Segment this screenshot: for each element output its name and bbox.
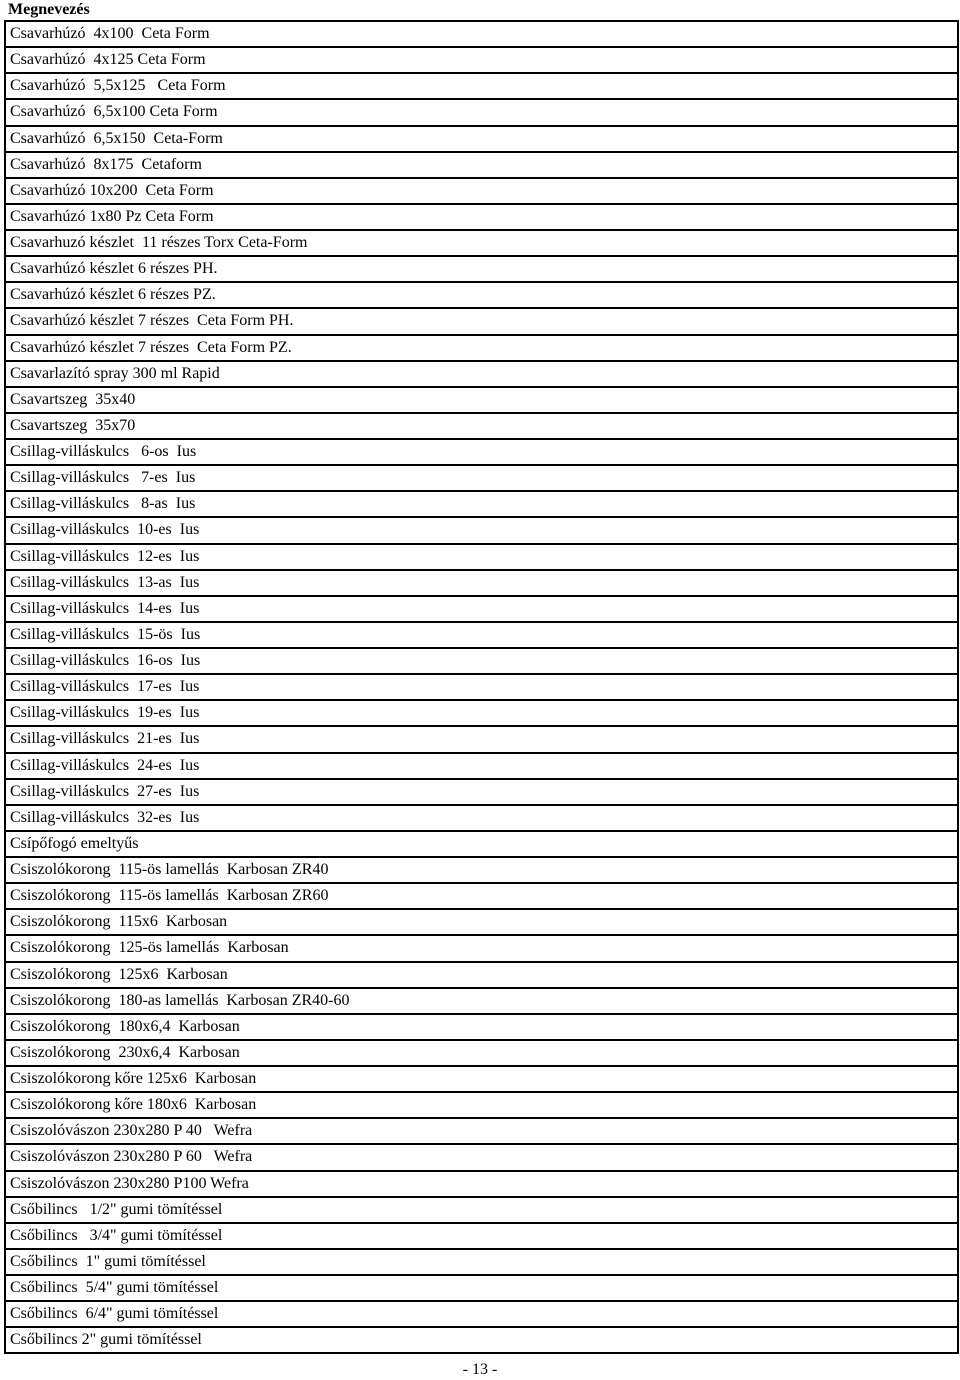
table-row: Csőbilincs 2" gumi tömítéssel <box>6 1328 957 1354</box>
table-row: Csillag-villáskulcs 16-os Ius <box>6 649 957 675</box>
table-row: Csavartszeg 35x70 <box>6 414 957 440</box>
table-row: Csavarhúzó készlet 6 részes PZ. <box>6 283 957 309</box>
table-row: Csavarhúzó 8x175 Cetaform <box>6 153 957 179</box>
table-row: Csiszolóvászon 230x280 P100 Wefra <box>6 1172 957 1198</box>
table-row: Csiszolókorong 180x6,4 Karbosan <box>6 1015 957 1041</box>
table-row: Csiszolókorong 230x6,4 Karbosan <box>6 1041 957 1067</box>
table-row: Csillag-villáskulcs 7-es Ius <box>6 466 957 492</box>
table-row: Csavarhúzó 1x80 Pz Ceta Form <box>6 205 957 231</box>
table-row: Csőbilincs 3/4" gumi tömítéssel <box>6 1224 957 1250</box>
table-row: Csiszolóvászon 230x280 P 60 Wefra <box>6 1145 957 1171</box>
table-row: Csiszolókorong 115-ös lamellás Karbosan ZR60 <box>6 884 957 910</box>
table-row: Csillag-villáskulcs 6-os Ius <box>6 440 957 466</box>
table-row: Csillag-villáskulcs 10-es Ius <box>6 518 957 544</box>
table-row: Csavarhúzó 5,5x125 Ceta Form <box>6 74 957 100</box>
table-row: Csavarhúzó 4x100 Ceta Form <box>6 22 957 48</box>
table-row: Csillag-villáskulcs 12-es Ius <box>6 545 957 571</box>
table-row: Csillag-villáskulcs 8-as Ius <box>6 492 957 518</box>
table-row: Csiszolókorong 125x6 Karbosan <box>6 963 957 989</box>
table-row: Csillag-villáskulcs 19-es Ius <box>6 701 957 727</box>
table-row: Csőbilincs 1/2" gumi tömítéssel <box>6 1198 957 1224</box>
table-row: Csípőfogó emeltyűs <box>6 832 957 858</box>
table-row: Csőbilincs 5/4" gumi tömítéssel <box>6 1276 957 1302</box>
table-row: Csiszolókorong kőre 180x6 Karbosan <box>6 1093 957 1119</box>
table-row: Csavartszeg 35x40 <box>6 388 957 414</box>
table-row: Csőbilincs 1" gumi tömítéssel <box>6 1250 957 1276</box>
table-row: Csiszolókorong 125-ös lamellás Karbosan <box>6 936 957 962</box>
table-row: Csavarhúzó 6,5x100 Ceta Form <box>6 100 957 126</box>
table-row: Csillag-villáskulcs 15-ös Ius <box>6 623 957 649</box>
page-number: - 13 - <box>462 1361 498 1378</box>
table-row: Csillag-villáskulcs 24-es Ius <box>6 754 957 780</box>
table-row: Csavarhúzó 6,5x150 Ceta-Form <box>6 127 957 153</box>
table-row: Csavarhuzó készlet 11 részes Torx Ceta-Form <box>6 231 957 257</box>
product-table <box>4 20 959 1354</box>
table-row: Csiszolókorong kőre 125x6 Karbosan <box>6 1067 957 1093</box>
table-row: Csavarhúzó 10x200 Ceta Form <box>6 179 957 205</box>
table-row: Csiszolókorong 180-as lamellás Karbosan ZR40-60 <box>6 989 957 1015</box>
table-row: Csiszolókorong 115x6 Karbosan <box>6 910 957 936</box>
table-row: Csavarhúzó 4x125 Ceta Form <box>6 48 957 74</box>
table-row: Csiszolókorong 115-ös lamellás Karbosan ZR40 <box>6 858 957 884</box>
table-row: Csillag-villáskulcs 13-as Ius <box>6 571 957 597</box>
table-row: Csillag-villáskulcs 21-es Ius <box>6 727 957 753</box>
table-row: Csillag-villáskulcs 14-es Ius <box>6 597 957 623</box>
table-row: Csiszolóvászon 230x280 P 40 Wefra <box>6 1119 957 1145</box>
table-row: Csavarhúzó készlet 6 részes PH. <box>6 257 957 283</box>
table-row: Csillag-villáskulcs 17-es Ius <box>6 675 957 701</box>
table-row: Csavarhúzó készlet 7 részes Ceta Form PZ. <box>6 336 957 362</box>
table-row: Csavarhúzó készlet 7 részes Ceta Form PH. <box>6 309 957 335</box>
table-row: Csillag-villáskulcs 32-es Ius <box>6 806 957 832</box>
table-row: Csőbilincs 6/4" gumi tömítéssel <box>6 1302 957 1328</box>
column-header: Megnevezés <box>8 1 90 18</box>
table-row: Csillag-villáskulcs 27-es Ius <box>6 780 957 806</box>
table-row: Csavarlazító spray 300 ml Rapid <box>6 362 957 388</box>
